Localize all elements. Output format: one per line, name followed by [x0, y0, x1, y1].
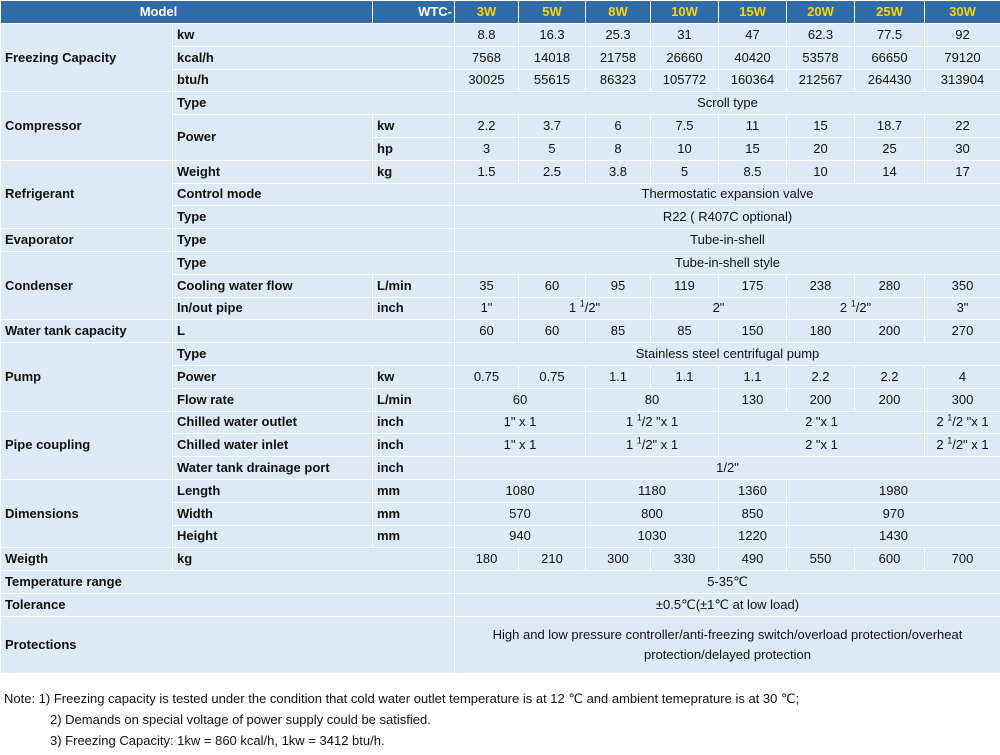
- value-cell: 175: [719, 274, 787, 297]
- value-cell: 11: [719, 115, 787, 138]
- unit-label: mm: [373, 479, 455, 502]
- value-cell: Tube-in-shell style: [455, 251, 1000, 274]
- sub-label: Chilled water inlet: [173, 434, 373, 457]
- sub-label: Weight: [173, 160, 373, 183]
- table-row: [1, 593, 1000, 616]
- value-cell: 490: [719, 548, 787, 571]
- value-cell: 2.2: [455, 115, 519, 138]
- table-row: [1, 320, 1000, 343]
- unit-label: kcal/h: [173, 46, 455, 69]
- value-cell: 30: [925, 137, 1000, 160]
- value-cell: 2 "x 1: [719, 411, 925, 434]
- value-cell: 800: [586, 502, 719, 525]
- sub-label: Cooling water flow: [173, 274, 373, 297]
- value-cell: 35: [455, 274, 519, 297]
- value-cell: 25: [855, 137, 925, 160]
- value-cell: 1 $^1$/2 "x 1: [586, 411, 719, 434]
- unit-label: mm: [373, 502, 455, 525]
- sub-label: Type: [173, 206, 455, 229]
- unit-label: btu/h: [173, 69, 455, 92]
- table-row: [1, 251, 1000, 274]
- value-cell: 105772: [651, 69, 719, 92]
- value-cell: 80: [586, 388, 719, 411]
- value-cell: 1030: [586, 525, 719, 548]
- value-cell: 300: [586, 548, 651, 571]
- value-cell: 1" x 1: [455, 411, 586, 434]
- value-cell: 0.75: [519, 365, 586, 388]
- value-cell: 200: [855, 388, 925, 411]
- group-protections: Protections: [1, 616, 455, 673]
- value-cell: 16.3: [519, 24, 586, 47]
- value-cell: 2.5: [519, 160, 586, 183]
- value-cell: 0.75: [455, 365, 519, 388]
- value-cell: 18.7: [855, 115, 925, 138]
- value-cell: Thermostatic expansion valve: [455, 183, 1000, 206]
- sub-label: Width: [173, 502, 373, 525]
- value-cell: 264430: [855, 69, 925, 92]
- sub-label: In/out pipe: [173, 297, 373, 320]
- value-cell: Scroll type: [455, 92, 1000, 115]
- value-cell: 1.1: [719, 365, 787, 388]
- value-cell: 77.5: [855, 24, 925, 47]
- header-row: [1, 1, 1000, 24]
- value-cell: 25.3: [586, 24, 651, 47]
- model-label: Model: [1, 1, 373, 24]
- group-freezing-capacity: Freezing Capacity: [1, 24, 173, 92]
- value-cell: 180: [455, 548, 519, 571]
- unit-label: L/min: [373, 274, 455, 297]
- model-20w: 20W: [787, 1, 855, 24]
- unit-label: mm: [373, 525, 455, 548]
- unit-label: inch: [373, 297, 455, 320]
- model-10w: 10W: [651, 1, 719, 24]
- value-cell: 1.1: [586, 365, 651, 388]
- table-row: [1, 616, 1000, 673]
- table-row: [1, 548, 1000, 571]
- unit-label: kw: [373, 365, 455, 388]
- value-cell: 26660: [651, 46, 719, 69]
- value-cell: 14018: [519, 46, 586, 69]
- value-cell: 60: [519, 274, 586, 297]
- value-cell: 2 $^1$/2": [787, 297, 925, 320]
- value-cell: Tube-in-shell: [455, 229, 1000, 252]
- value-cell: 180: [787, 320, 855, 343]
- value-cell: 700: [925, 548, 1000, 571]
- value-cell: 270: [925, 320, 1000, 343]
- value-cell: 1430: [787, 525, 1000, 548]
- sub-label: Height: [173, 525, 373, 548]
- value-cell: High and low pressure controller/anti-freezing switch/overload protection/overheat protection/delayed protection: [455, 616, 1000, 673]
- unit-label: L: [173, 320, 455, 343]
- value-cell: 95: [586, 274, 651, 297]
- value-cell: 1220: [719, 525, 787, 548]
- value-cell: 79120: [925, 46, 1000, 69]
- value-cell: 330: [651, 548, 719, 571]
- value-cell: 60: [519, 320, 586, 343]
- sub-label: Type: [173, 92, 455, 115]
- value-cell: 47: [719, 24, 787, 47]
- value-cell: 40420: [719, 46, 787, 69]
- value-cell: 570: [455, 502, 586, 525]
- sub-label: Length: [173, 479, 373, 502]
- table-row: [1, 343, 1000, 366]
- value-cell: 2 "x 1: [719, 434, 925, 457]
- unit-label: inch: [373, 457, 455, 480]
- value-cell: 15: [719, 137, 787, 160]
- value-cell: 2.2: [855, 365, 925, 388]
- group-condenser: Condenser: [1, 251, 173, 319]
- sub-label: Type: [173, 343, 455, 366]
- value-cell: 970: [787, 502, 1000, 525]
- group-tolerance: Tolerance: [1, 593, 455, 616]
- group-evaporator: Evaporator: [1, 229, 173, 252]
- value-cell: 1080: [455, 479, 586, 502]
- value-cell: 210: [519, 548, 586, 571]
- value-cell: 1" x 1: [455, 434, 586, 457]
- value-cell: 1 $^1$/2" x 1: [586, 434, 719, 457]
- sub-label: Power: [173, 365, 373, 388]
- value-cell: 119: [651, 274, 719, 297]
- value-cell: 10: [787, 160, 855, 183]
- table-row: [1, 229, 1000, 252]
- unit-label: kg: [173, 548, 455, 571]
- unit-label: kg: [373, 160, 455, 183]
- value-cell: 1360: [719, 479, 787, 502]
- model-15w: 15W: [719, 1, 787, 24]
- table-row: [1, 24, 1000, 47]
- group-pipe-coupling: Pipe coupling: [1, 411, 173, 479]
- value-cell: 350: [925, 274, 1000, 297]
- value-cell: 5-35℃: [455, 571, 1000, 594]
- value-cell: 7.5: [651, 115, 719, 138]
- unit-label: inch: [373, 434, 455, 457]
- value-cell: 1980: [787, 479, 1000, 502]
- model-prefix: WTC-: [373, 1, 455, 24]
- unit-label: kw: [173, 24, 455, 47]
- value-cell: 130: [719, 388, 787, 411]
- unit-label: kw: [373, 115, 455, 138]
- value-cell: 15: [787, 115, 855, 138]
- sub-label: Type: [173, 229, 455, 252]
- value-cell: 940: [455, 525, 586, 548]
- value-cell: 85: [651, 320, 719, 343]
- value-cell: 60: [455, 320, 519, 343]
- value-cell: Stainless steel centrifugal pump: [455, 343, 1000, 366]
- value-cell: 5: [651, 160, 719, 183]
- value-cell: 6: [586, 115, 651, 138]
- value-cell: 17: [925, 160, 1000, 183]
- table-row: [1, 92, 1000, 115]
- group-water-tank: Water tank capacity: [1, 320, 173, 343]
- model-8w: 8W: [586, 1, 651, 24]
- value-cell: 2": [651, 297, 787, 320]
- value-cell: 1 $^1$/2": [519, 297, 651, 320]
- table-row: [1, 571, 1000, 594]
- value-cell: 55615: [519, 69, 586, 92]
- unit-label: hp: [373, 137, 455, 160]
- value-cell: 1/2": [455, 457, 1000, 480]
- unit-label: inch: [373, 411, 455, 434]
- sub-label: Type: [173, 251, 455, 274]
- value-cell: 10: [651, 137, 719, 160]
- value-cell: R22 ( R407C optional): [455, 206, 1000, 229]
- value-cell: 8: [586, 137, 651, 160]
- value-cell: 3": [925, 297, 1000, 320]
- value-cell: 53578: [787, 46, 855, 69]
- value-cell: 30025: [455, 69, 519, 92]
- group-weight: Weigth: [1, 548, 173, 571]
- value-cell: 21758: [586, 46, 651, 69]
- value-cell: 150: [719, 320, 787, 343]
- group-compressor: Compressor: [1, 92, 173, 160]
- value-cell: 313904: [925, 69, 1000, 92]
- sub-label: Power: [173, 115, 373, 161]
- value-cell: 550: [787, 548, 855, 571]
- value-cell: 1180: [586, 479, 719, 502]
- value-cell: 66650: [855, 46, 925, 69]
- value-cell: 2 $^1$/2" x 1: [925, 434, 1000, 457]
- value-cell: 8.8: [455, 24, 519, 47]
- value-cell: ±0.5℃(±1℃ at low load): [455, 593, 1000, 616]
- sub-label: Chilled water outlet: [173, 411, 373, 434]
- value-cell: 2.2: [787, 365, 855, 388]
- value-cell: 5: [519, 137, 586, 160]
- table-row: [1, 479, 1000, 502]
- value-cell: 20: [787, 137, 855, 160]
- value-cell: 62.3: [787, 24, 855, 47]
- value-cell: 238: [787, 274, 855, 297]
- value-cell: 212567: [787, 69, 855, 92]
- value-cell: 200: [855, 320, 925, 343]
- group-refrigerant: Refrigerant: [1, 160, 173, 228]
- value-cell: 4: [925, 365, 1000, 388]
- value-cell: 1.5: [455, 160, 519, 183]
- table-row: [1, 411, 1000, 434]
- value-cell: 31: [651, 24, 719, 47]
- sub-label: Water tank drainage port: [173, 457, 373, 480]
- value-cell: 2 $^1$/2 "x 1: [925, 411, 1000, 434]
- value-cell: 160364: [719, 69, 787, 92]
- value-cell: 1": [455, 297, 519, 320]
- group-dimensions: Dimensions: [1, 479, 173, 547]
- value-cell: 3.8: [586, 160, 651, 183]
- value-cell: 3: [455, 137, 519, 160]
- value-cell: 60: [455, 388, 586, 411]
- value-cell: 92: [925, 24, 1000, 47]
- note-line: 2) Demands on special voltage of power supply could be satisfied.: [50, 712, 431, 727]
- sub-label: Flow rate: [173, 388, 373, 411]
- group-temperature-range: Temperature range: [1, 571, 455, 594]
- value-cell: 22: [925, 115, 1000, 138]
- value-cell: 86323: [586, 69, 651, 92]
- value-cell: 8.5: [719, 160, 787, 183]
- value-cell: 600: [855, 548, 925, 571]
- value-cell: 14: [855, 160, 925, 183]
- model-25w: 25W: [855, 1, 925, 24]
- note-line: 3) Freezing Capacity: 1kw = 860 kcal/h, 1kw = 3412 btu/h.: [50, 733, 385, 748]
- value-cell: 7568: [455, 46, 519, 69]
- group-pump: Pump: [1, 343, 173, 411]
- value-cell: 850: [719, 502, 787, 525]
- table-row: [1, 160, 1000, 183]
- model-5w: 5W: [519, 1, 586, 24]
- value-cell: 85: [586, 320, 651, 343]
- sub-label: Control mode: [173, 183, 455, 206]
- notes: [4, 688, 994, 751]
- value-cell: 1.1: [651, 365, 719, 388]
- note-line: Note: 1) Freezing capacity is tested under the condition that cold water outlet temperature is at 12 ℃ and ambient temeprature is at 30 ℃;: [4, 691, 800, 706]
- unit-label: L/min: [373, 388, 455, 411]
- value-cell: 3.7: [519, 115, 586, 138]
- value-cell: 200: [787, 388, 855, 411]
- value-cell: 280: [855, 274, 925, 297]
- value-cell: 300: [925, 388, 1000, 411]
- model-3w: 3W: [455, 1, 519, 24]
- model-30w: 30W: [925, 1, 1000, 24]
